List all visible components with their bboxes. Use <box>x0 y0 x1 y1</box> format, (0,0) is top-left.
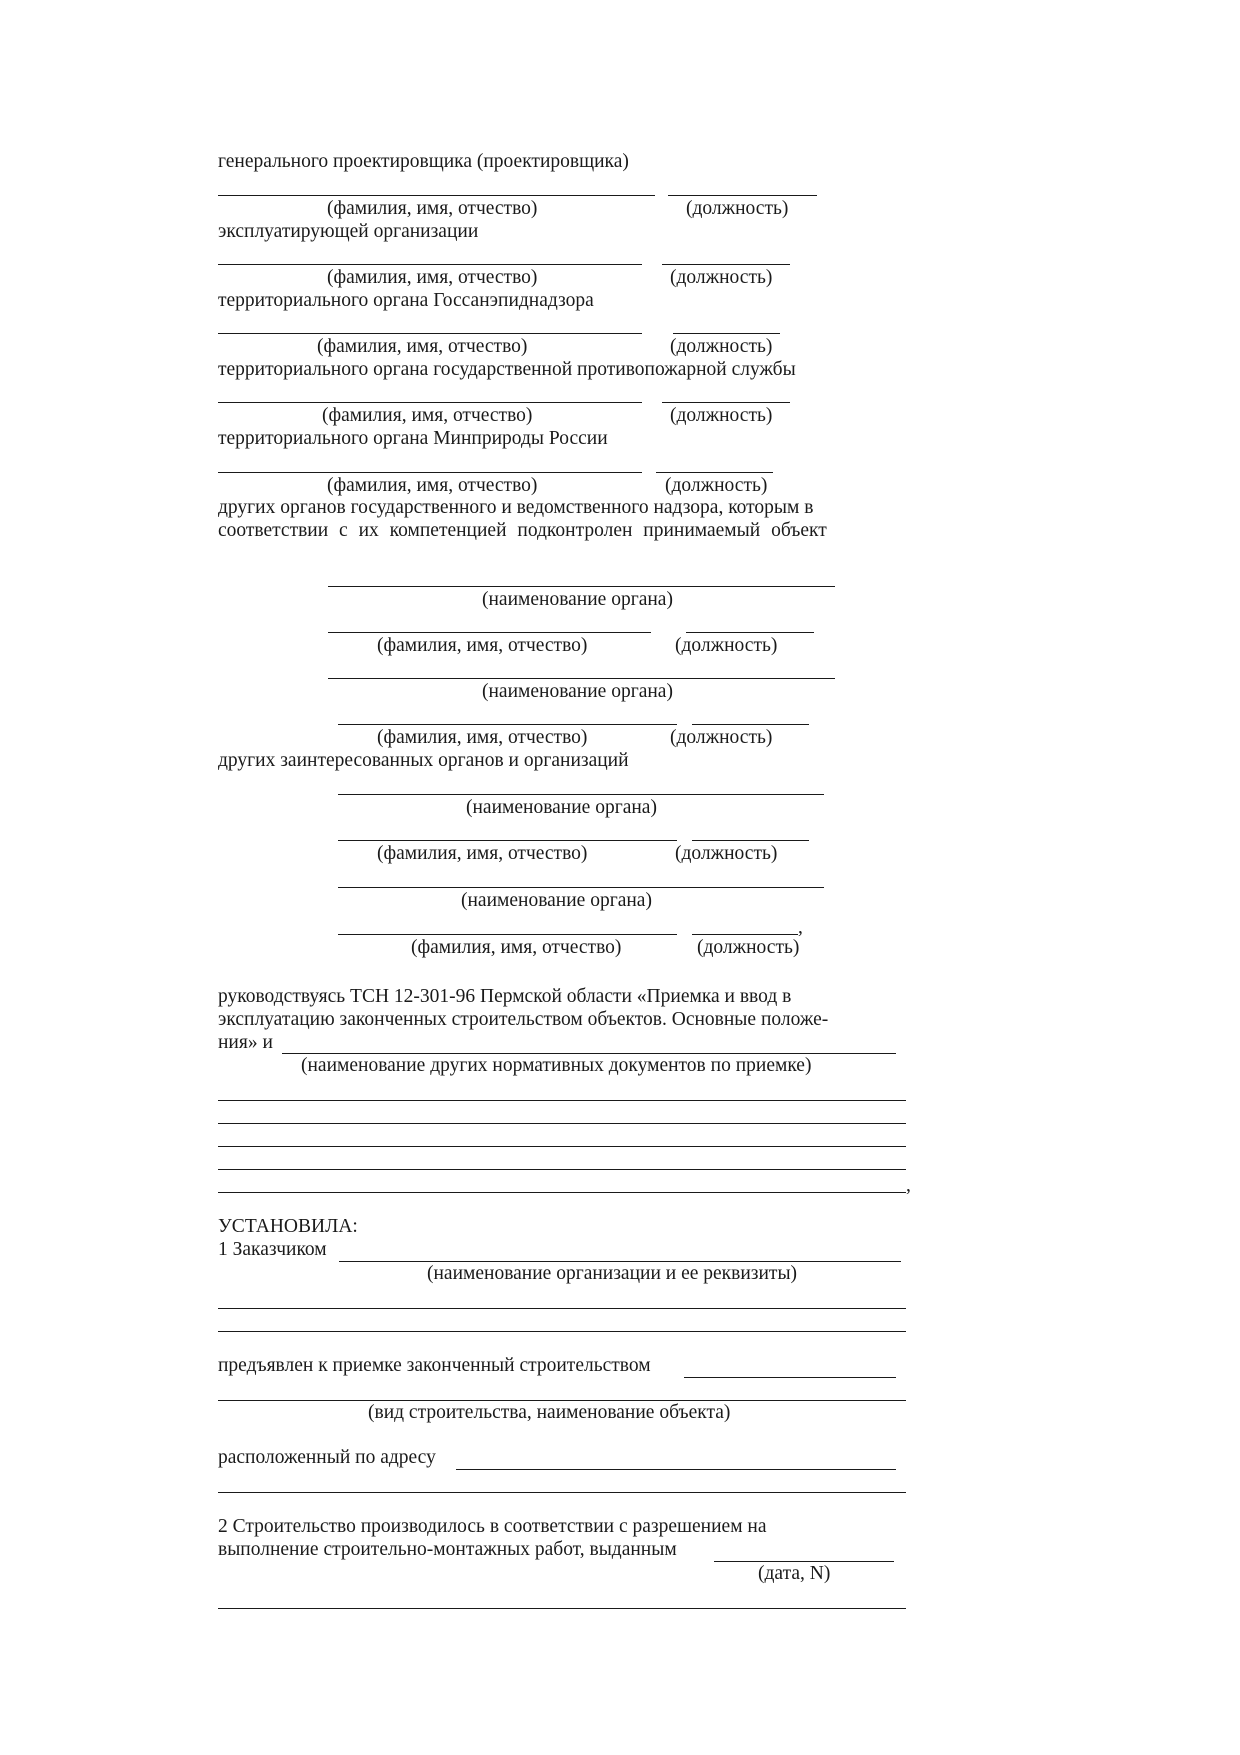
position-caption: (должность) <box>670 336 773 357</box>
body-3-fio-blank[interactable] <box>338 840 677 841</box>
fio-caption: (фамилия, имя, отчество) <box>377 727 588 748</box>
gen-designer-label: генерального проектировщика (проектировщика) <box>218 151 629 172</box>
body-4-fio-blank[interactable] <box>338 934 677 935</box>
interested-label: других заинтересованных органов и организаций <box>218 750 629 771</box>
position-caption: (должность) <box>675 843 778 864</box>
operating-org-label: эксплуатирующей организации <box>218 221 479 242</box>
fio-caption: (фамилия, имя, отчество) <box>327 198 538 219</box>
gen-designer-fio-blank[interactable] <box>218 195 655 196</box>
gen-designer-position-blank[interactable] <box>668 195 817 196</box>
fio-caption: (фамилия, имя, отчество) <box>377 843 588 864</box>
position-caption: (должность) <box>675 635 778 656</box>
address-blank[interactable] <box>456 1469 896 1470</box>
construction-line-2: выполнение строительно-монтажных работ, выданным <box>218 1539 677 1560</box>
body-name-caption: (наименование органа) <box>461 890 652 911</box>
object-blank-line[interactable] <box>218 1400 906 1401</box>
fire-service-label: территориального органа государственной противопожарной службы <box>218 359 796 380</box>
position-caption: (должность) <box>697 937 800 958</box>
minprirody-position-blank[interactable] <box>656 472 773 473</box>
presented-label: предъявлен к приемке законченный строительством <box>218 1355 651 1376</box>
presented-blank[interactable] <box>684 1377 896 1378</box>
fio-caption: (фамилия, имя, отчество) <box>317 336 528 357</box>
fio-caption: (фамилия, имя, отчество) <box>327 267 538 288</box>
customer-label: 1 Заказчиком <box>218 1239 327 1260</box>
body-name-caption: (наименование органа) <box>466 797 657 818</box>
gossan-label: территориального органа Госсанэпиднадзора <box>218 290 594 311</box>
object-kind-caption: (вид строительства, наименование объекта) <box>368 1402 731 1423</box>
located-label: расположенный по адресу <box>218 1447 436 1468</box>
org-details-caption: (наименование организации и ее реквизиты) <box>427 1263 798 1284</box>
address-blank-line[interactable] <box>218 1492 906 1493</box>
fio-caption: (фамилия, имя, отчество) <box>322 405 533 426</box>
guided-line-3: ния» и <box>218 1032 273 1053</box>
body-2-position-blank[interactable] <box>692 724 809 725</box>
norms-blank-line[interactable] <box>218 1169 906 1170</box>
operating-org-position-blank[interactable] <box>662 264 790 265</box>
body-name-blank-3[interactable] <box>338 794 824 795</box>
position-caption: (должность) <box>670 727 773 748</box>
position-caption: (должность) <box>686 198 789 219</box>
gossan-position-blank[interactable] <box>673 333 780 334</box>
position-caption: (должность) <box>670 267 773 288</box>
body-name-caption: (наименование органа) <box>482 589 673 610</box>
position-caption: (должность) <box>665 475 768 496</box>
guided-line-2: эксплуатацию законченных строительством объектов. Основные положе- <box>218 1009 829 1030</box>
fire-service-fio-blank[interactable] <box>218 402 642 403</box>
norms-trailing-comma: , <box>906 1175 911 1196</box>
date-number-caption: (дата, N) <box>758 1563 831 1584</box>
norms-blank-line[interactable] <box>218 1146 906 1147</box>
customer-blank-line[interactable] <box>218 1331 906 1332</box>
norms-blank-line[interactable] <box>218 1123 906 1124</box>
body-name-blank-4[interactable] <box>338 887 824 888</box>
other-bodies-line-2: соответствии с их компетенцией подконтролен принимаемый объект <box>218 520 827 541</box>
established-heading: УСТАНОВИЛА: <box>218 1216 358 1237</box>
fio-caption: (фамилия, имя, отчество) <box>411 937 622 958</box>
body-1-position-blank[interactable] <box>686 632 814 633</box>
construction-line-1: 2 Строительство производилось в соответствии с разрешением на <box>218 1516 767 1537</box>
body-name-blank-2[interactable] <box>328 678 835 679</box>
fire-service-position-blank[interactable] <box>662 402 790 403</box>
gossan-fio-blank[interactable] <box>218 333 642 334</box>
minprirody-fio-blank[interactable] <box>218 472 642 473</box>
body-name-caption: (наименование органа) <box>482 681 673 702</box>
permit-blank-line[interactable] <box>218 1608 906 1609</box>
guided-line-1: руководствуясь ТСН 12-301-96 Пермской области «Приемка и ввод в <box>218 986 792 1007</box>
customer-blank[interactable] <box>339 1261 901 1262</box>
body-3-position-blank[interactable] <box>692 840 809 841</box>
fio-caption: (фамилия, имя, отчество) <box>327 475 538 496</box>
body-2-fio-blank[interactable] <box>338 724 677 725</box>
body-1-fio-blank[interactable] <box>328 632 651 633</box>
body-name-blank-1[interactable] <box>328 586 835 587</box>
trailing-comma: , <box>798 917 803 938</box>
operating-org-fio-blank[interactable] <box>218 264 642 265</box>
norms-blank-line[interactable] <box>218 1100 906 1101</box>
body-4-position-blank[interactable] <box>692 934 798 935</box>
customer-blank-line[interactable] <box>218 1308 906 1309</box>
fio-caption: (фамилия, имя, отчество) <box>377 635 588 656</box>
other-bodies-line-1: других органов государственного и ведомственного надзора, которым в <box>218 497 814 518</box>
position-caption: (должность) <box>670 405 773 426</box>
minprirody-label: территориального органа Минприроды России <box>218 428 608 449</box>
permit-date-blank[interactable] <box>714 1561 894 1562</box>
norms-blank-line[interactable] <box>218 1192 906 1193</box>
other-norms-blank[interactable] <box>282 1053 896 1054</box>
other-norms-caption: (наименование других нормативных документов по приемке) <box>301 1055 812 1076</box>
